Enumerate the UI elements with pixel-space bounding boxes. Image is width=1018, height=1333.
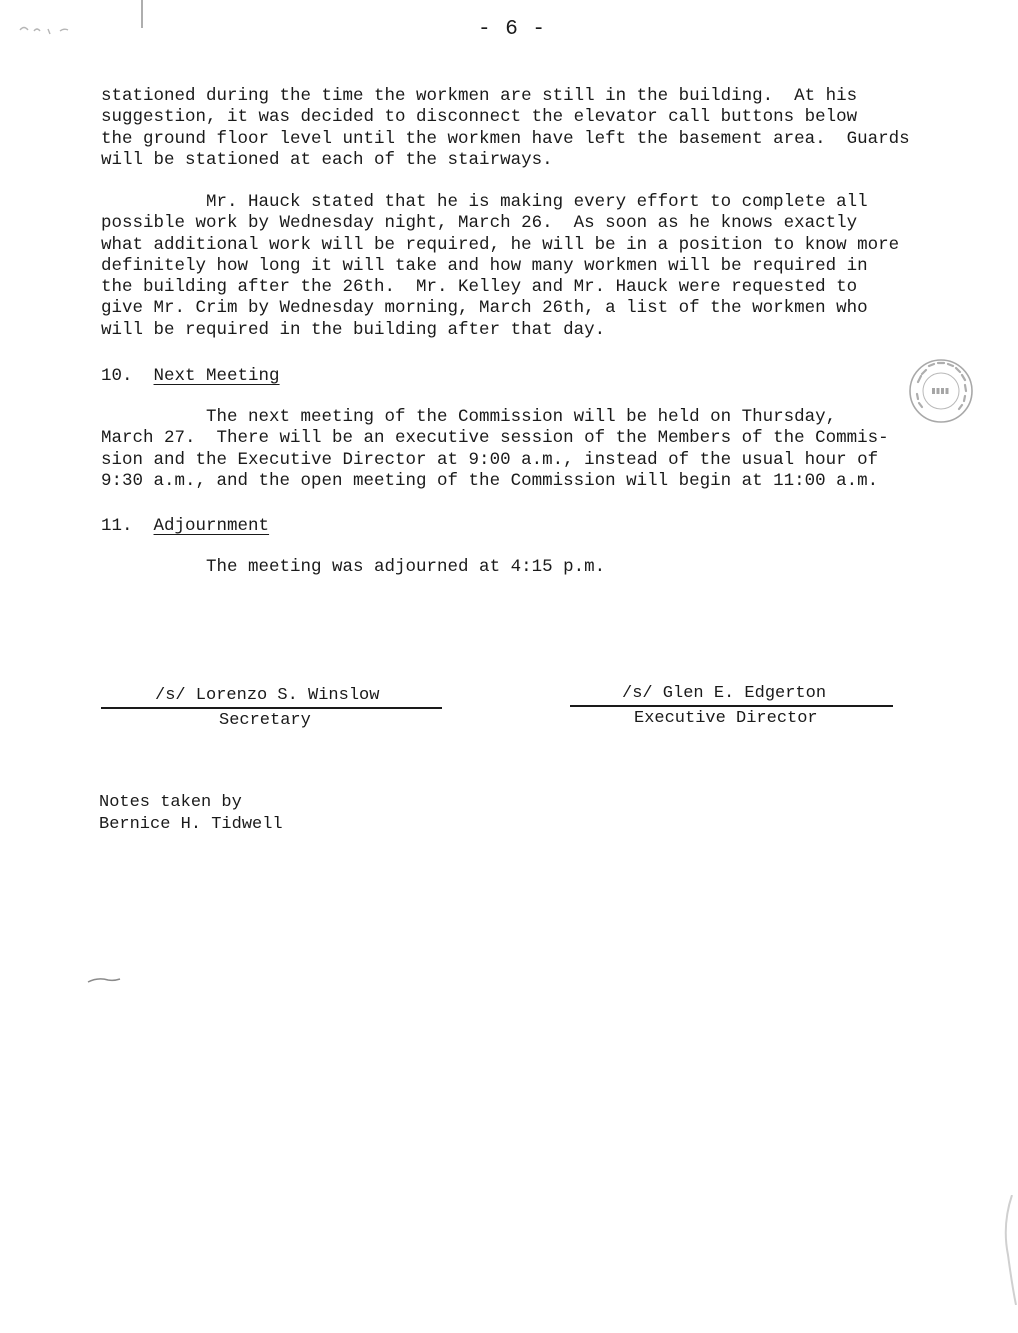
page-number: - 6 - — [478, 18, 547, 41]
signature-rule — [101, 707, 442, 709]
scan-mark-top-left — [18, 22, 78, 38]
signature-right — [570, 683, 893, 729]
section-number: 11. — [101, 516, 133, 536]
signature-name: /s/ Glen E. Edgerton — [622, 684, 827, 703]
paragraph-line: definitely how long it will take and how many workmen will be required in — [101, 255, 868, 276]
notes-author: Bernice H. Tidwell — [99, 814, 283, 834]
continuation-paragraph — [101, 86, 931, 171]
archive-stamp-icon — [908, 358, 974, 424]
paragraph-line: suggestion, it was decided to disconnect the elevator call buttons below — [101, 107, 858, 128]
signature-name: /s/ Lorenzo S. Winslow — [155, 686, 380, 705]
paragraph-line: Mr. Hauck stated that he is making every effort to complete all — [101, 192, 868, 212]
signature-rule — [570, 705, 893, 707]
paragraph-line: the ground floor level until the workmen have left the basement area. Guards — [101, 128, 910, 149]
paragraph-line: will be stationed at each of the stairways. — [101, 149, 553, 170]
paragraph-line: will be required in the building after that day. — [101, 319, 606, 340]
signature-left — [101, 685, 442, 731]
notes-taken-by — [99, 792, 283, 835]
paragraph-line: sion and the Executive Director at 9:00 a.m., instead of the usual hour of — [101, 449, 879, 470]
paragraph-line: March 27. There will be an executive session of the Members of the Commis- — [101, 428, 889, 449]
signature-title: Secretary — [219, 711, 311, 730]
paragraph-line: 9:30 a.m., and the open meeting of the Commission will begin at 11:00 a.m. — [101, 470, 879, 491]
paragraph-line: possible work by Wednesday night, March 26. As soon as he knows exactly — [101, 213, 858, 234]
section-11-body — [101, 557, 931, 578]
scan-mark-left — [86, 976, 122, 986]
paragraph-line: The next meeting of the Commission will be held on Thursday, — [101, 407, 837, 427]
section-title: Adjournment — [153, 516, 270, 536]
signature-title: Executive Director — [634, 709, 818, 728]
hauck-paragraph — [101, 192, 931, 341]
scan-mark-top — [138, 0, 146, 30]
scan-mark-right-edge — [992, 1195, 1018, 1305]
paragraph-line: what additional work will be required, he will be in a position to know more — [101, 234, 900, 255]
section-10-heading — [101, 366, 280, 387]
section-11-heading — [101, 516, 269, 537]
section-title: Next Meeting — [153, 366, 280, 386]
notes-label: Notes taken by — [99, 793, 242, 812]
paragraph-line: give Mr. Crim by Wednesday morning, March 26th, a list of the workmen who — [101, 298, 868, 319]
paragraph-line: the building after the 26th. Mr. Kelley and Mr. Hauck were requested to — [101, 277, 858, 298]
section-number: 10. — [101, 366, 133, 386]
paragraph-line: The meeting was adjourned at 4:15 p.m. — [101, 557, 606, 577]
section-10-body — [101, 407, 931, 492]
paragraph-line: stationed during the time the workmen are still in the building. At his — [101, 86, 858, 106]
